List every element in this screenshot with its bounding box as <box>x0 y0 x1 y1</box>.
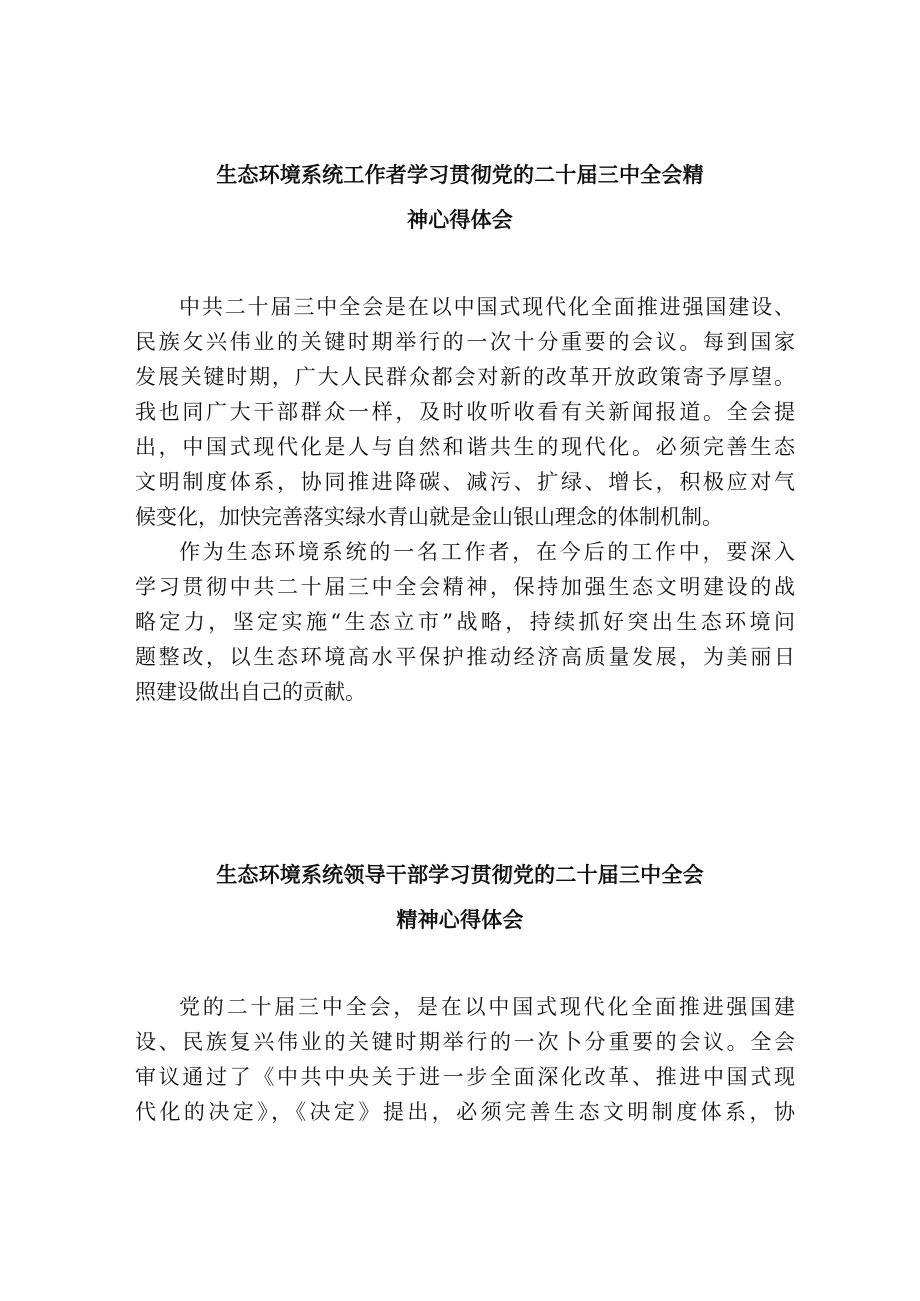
text-line: 出，中国式现代化是人与自然和谐共生的现代化。必须完善生态 <box>135 435 795 459</box>
text-line: 学习贯彻中共二十届三中全会精神，保持加强生态文明建设的战 <box>135 575 795 599</box>
text-line: 党的二十届三中全会，是在以中国式现代化全面推进强国建 <box>179 995 795 1019</box>
text-line: 设、民族复兴伟业的关键时期举行的一次卜分重要的会议。全会 <box>135 1030 795 1054</box>
section-2-title-line-2: 精神心得体会 <box>396 907 524 932</box>
section-1-title-line-2: 神心得体会 <box>407 207 513 232</box>
text-line: 候变化，加快完善落实绿水青山就是金山银山理念的体制机制。 <box>135 505 723 529</box>
section-2-body <box>135 990 795 1130</box>
section-1-body <box>135 290 795 710</box>
text-line: 作为生态环境系统的一名工作者，在今后的工作中，要深入 <box>179 540 795 564</box>
section-1-paragraph-2 <box>135 535 795 710</box>
text-line: 略定力，坚定实施“生态立市”战略，持续抓好突出生态环境问 <box>135 610 795 634</box>
text-line: 题整改，以生态环境高水平保护推动经济高质量发展，为美丽日 <box>135 645 795 669</box>
section-1-title <box>0 152 920 242</box>
text-line: 中共二十届三中全会是在以中国式现代化全面推进强国建设、 <box>179 295 795 319</box>
section-2-title <box>0 852 920 942</box>
section-1-paragraph-1 <box>135 290 795 535</box>
text-line: 代化的决定》，《决定》提出，必须完善生态文明制度体系，协 <box>135 1100 795 1124</box>
text-line: 我也同广大干部群众一样，及时收听收看有关新闻报道。全会提 <box>135 400 795 424</box>
text-line: 照建设做出自己的贡献。 <box>135 680 366 704</box>
section-2-paragraph-1 <box>135 990 795 1130</box>
text-line: 发展关键时期，广大人民群众都会对新的改革开放政策寄予厚望。 <box>135 365 795 389</box>
section-1-title-line-1: 生态环境系统工作者学习贯彻党的二十届三中全会精 <box>216 162 704 187</box>
text-line: 审议通过了《中共中央关于进一步全面深化改革、推进中国式现 <box>135 1065 795 1089</box>
text-line: 民族攵兴伟业的关键时期举行的一次十分重要的会议。每到国家 <box>135 330 795 354</box>
section-2-title-line-1: 生态环境系统领导干部学习贯彻党的二十届三中全会 <box>216 862 704 887</box>
text-line: 文明制度体系，协同推进降碳、减污、扩绿、增长，积极应对气 <box>135 470 795 494</box>
